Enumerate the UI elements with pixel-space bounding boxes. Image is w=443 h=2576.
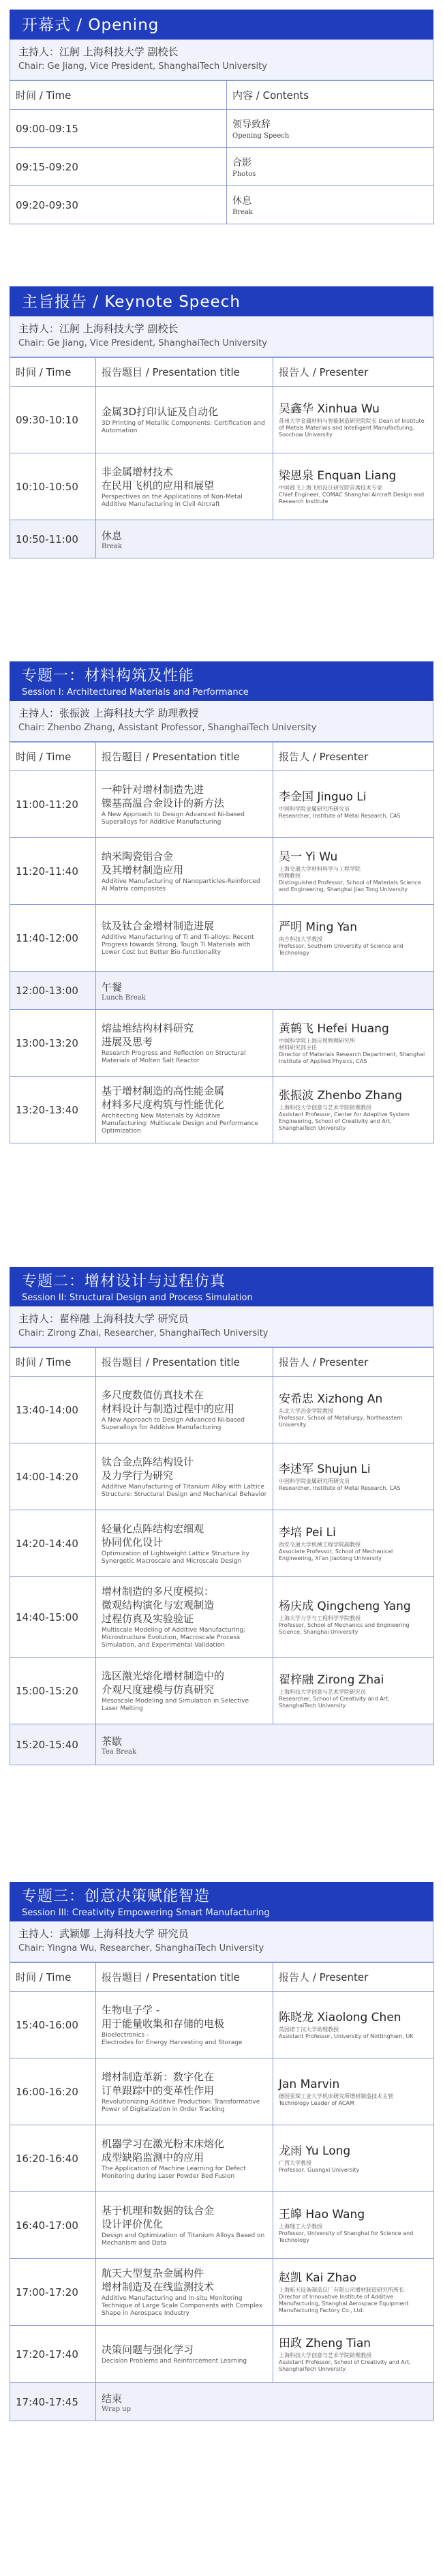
talk-title-zh: 选区激光熔化增材制造中的 介观尺度建模与仿真研究: [102, 1669, 225, 1696]
talk-title-zh: 多尺度数值仿真技术在 材料设计与制造过程中的应用: [102, 1388, 235, 1415]
talk-cell: [96, 1658, 273, 1724]
presenter-cell: [273, 1510, 434, 1577]
talk-title-zh: 非金属增材技术 在民用飞机的应用和展望: [102, 465, 215, 492]
presenter-affiliation: 中国商飞上海飞机设计研究院首席技术专家 Chief Engineer, COMAC Shanghai Aircraft Design and Research Institute: [279, 484, 425, 505]
session2-subtitle: Session II: Structural Design and Process Simulation: [22, 1293, 253, 1303]
talk-title-en: Perspectives on the Applications of Non-Metal Additive Manufacturing in Civil Aircraft: [102, 493, 243, 508]
col-presenter: 报告人 / Presenter: [273, 1348, 434, 1377]
presenter-cell: [273, 2125, 434, 2192]
keynote-chair-zh: 主持人：江舸 上海科技大学 副校长: [18, 323, 179, 335]
presenter-name: 严明 Ming Yan: [279, 920, 357, 934]
table-row: [10, 1077, 434, 1143]
presenter-name: 赵凯 Kai Zhao: [279, 2271, 357, 2285]
item-en: Photos: [232, 170, 256, 178]
table-row: [10, 1992, 434, 2058]
talk-title-zh: 航天大型复杂金属构件 增材制造及在线监测技术: [102, 2267, 215, 2293]
session3-chair-en: Chair: Yingna Wu, Researcher, ShanghaiTech University: [18, 1943, 264, 1953]
talk-title-en: A New Approach to Design Advanced Ni-based Superalloys for Additive Manufacturing: [102, 811, 245, 826]
session2-chair-en: Chair: Zirong Zhai, Researcher, ShanghaiTech University: [18, 1328, 269, 1338]
opening-title: 开幕式 / Opening: [22, 16, 159, 34]
break-row: [10, 520, 434, 558]
talk-title-zh: 基于机理和数据的钛合金 设计评价优化: [102, 2204, 215, 2230]
row-time: 16:00-16:20: [10, 2058, 96, 2125]
opening-table: [10, 80, 434, 224]
row-time: 13:00-13:20: [10, 1010, 96, 1077]
item-zh: 休息: [232, 196, 251, 207]
col-time: 时间 / Time: [10, 1963, 96, 1992]
break-zh: 午餐: [102, 980, 123, 993]
col-title: 报告题目 / Presentation title: [96, 1348, 273, 1377]
presenter-name: 陈晓龙 Xiaolong Chen: [279, 2010, 401, 2024]
presenter-cell: [273, 387, 434, 453]
presenter-name: 杨庆成 Qingcheng Yang: [279, 1599, 411, 1613]
presenter-affiliation: 上海大学力学与工程科学学院教授 Professor, School of Mechanics and Engineering Science, Shanghai University: [279, 1615, 410, 1635]
row-time: 09:30-10:10: [10, 387, 96, 453]
row-content: [227, 110, 434, 148]
talk-cell: [96, 453, 273, 520]
session2-section: [10, 1267, 433, 1765]
talk-cell: [96, 1077, 273, 1143]
col-title: 报告题目 / Presentation title: [96, 743, 273, 771]
presenter-affiliation: 东北大学冶金学院教授 Professor, School of Metallurgy, Northeastern University: [279, 1407, 403, 1428]
talk-cell: [96, 2326, 273, 2383]
col-presenter: 报告人 / Presenter: [273, 1963, 434, 1992]
session1-header-row: [10, 743, 434, 771]
presenter-name: 吴一 Yi Wu: [279, 850, 338, 864]
break-zh: 结束: [102, 2392, 123, 2405]
presenter-name: 梁恩泉 Enquan Liang: [279, 468, 397, 483]
talk-title-zh: 熔盐堆结构材料研究 进展及思考: [102, 1021, 194, 1048]
talk-title-zh: 生物电子学 - 用于能量收集和存储的电极: [102, 2003, 225, 2030]
opening-chair: [10, 40, 433, 80]
session1-title: 专题一：材料构筑及性能: [22, 668, 195, 685]
session1-subtitle: Session I: Architectured Materials and Performance: [22, 687, 249, 698]
presenter-cell: [273, 1992, 434, 2058]
presenter-affiliation: 南方科技大学教授 Professor, Southern University of Science and Technology: [279, 935, 403, 956]
break-zh: 休息: [102, 529, 123, 542]
item-en: Break: [232, 209, 254, 216]
talk-title-en: Revolutionizing Additive Production: Transformative Power of Digitalization in Order Tracking: [102, 2098, 260, 2113]
break-en: Lunch Break: [102, 993, 146, 1002]
opening-header-row: [10, 81, 434, 110]
presenter-name: 吴鑫华 Xinhua Wu: [279, 402, 380, 416]
talk-title-en: Design and Optimization of Titanium Alloys Based on Mechanism and Data: [102, 2232, 265, 2247]
presenter-affiliation: 西安交通大学机械工程学院副教授 Associate Professor, School of Mechanical Engineering, Xi'an Jiaotong University: [279, 1541, 393, 1561]
presenter-cell: [273, 771, 434, 838]
keynote-chair: [10, 316, 433, 357]
presenter-affiliation: 苏州大学金属材料与智能制造研究院院长 Dean of Institute of Metals Materials and Intelligent Manufacturing, Soochow University: [279, 417, 425, 438]
talk-cell: [96, 2058, 273, 2125]
col-time: 时间 / Time: [10, 1348, 96, 1377]
item-zh: 合影: [232, 158, 251, 168]
session3-table: [10, 1962, 434, 2421]
talk-title-zh: 基于增材制造的高性能金属 材料多尺度构筑与性能优化: [102, 1085, 225, 1111]
presenter-affiliation: 中国科学院金属研究所研究员 Researcher, Institute of Metal Research, CAS: [279, 805, 401, 819]
session1-header: [10, 661, 433, 701]
session1-chair-en: Chair: Zhenbo Zhang, Assistant Professor, ShanghaiTech University: [18, 723, 317, 733]
talk-title-zh: 纳米陶瓷铝合金 及其增材制造应用: [102, 850, 184, 876]
talk-title-en: Bioelectronics - Electrodes for Energy Harvesting and Storage: [102, 2031, 243, 2046]
presenter-name: 安希忠 Xizhong An: [279, 1392, 383, 1406]
talk-title-en: Additive Manufacturing of Nanoparticles-Reinforced Al Matrix composites: [102, 878, 260, 893]
talk-title-zh: 钛及钛合金增材制造进展: [102, 920, 215, 932]
row-time: 17:20-17:40: [10, 2326, 96, 2383]
talk-title-en: Multiscale Modeling of Additive Manufacturing: Microstructure Evolution, Macroscale Process Simulation, and Experimental Validation: [102, 1627, 246, 1649]
opening-header: [10, 10, 433, 40]
table-row: [10, 110, 434, 148]
item-en: Opening Speech: [232, 132, 290, 140]
row-time: 09:00-09:15: [10, 110, 227, 148]
table-row: [10, 186, 434, 224]
presenter-affiliation: 中国科学院金属研究所研究员 Researcher, Institute of Metal Research, CAS: [279, 1478, 401, 1491]
talk-title-en: A New Approach to Design Advanced Ni-based Superalloys for Additive Manufacturing: [102, 1416, 245, 1431]
col-time: 时间 / Time: [10, 743, 96, 771]
presenter-affiliation: 英国诺丁汉大学助理教授 Assistant Professor, University of Nottingham, UK: [279, 2026, 414, 2039]
col-title: 报告题目 / Presentation title: [96, 358, 273, 387]
talk-cell: [96, 1577, 273, 1658]
presenter-name: 翟梓融 Zirong Zhai: [279, 1673, 384, 1687]
row-time: 14:00-14:20: [10, 1443, 96, 1510]
table-row: [10, 2259, 434, 2326]
row-time: 09:15-09:20: [10, 148, 227, 186]
table-row: [10, 148, 434, 186]
item-zh: 领导致辞: [232, 119, 271, 130]
talk-title-en: Research Progress and Reflection on Structural Materials of Molten Salt Reactor: [102, 1049, 246, 1064]
session1-table: [10, 742, 434, 1143]
presenter-affiliation: 上海科技大学创意与艺术学院研究员 Researcher, School of Creativity and Art, ShanghaiTech University: [279, 1688, 390, 1709]
session1-chair: [10, 701, 433, 742]
presenter-affiliation: 上海科技大学创意与艺术学院助理教授 Assistant Professor, Center for Adaptive System Engineering, School of Creativity and Art, ShanghaiTech University: [279, 1104, 410, 1131]
session3-subtitle: Session III: Creativity Empowering Smart Manufacturing: [22, 1908, 270, 1918]
presenter-cell: [273, 1010, 434, 1077]
keynote-section: [10, 286, 433, 558]
talk-title-zh: 金属3D打印认证及自动化: [102, 405, 219, 418]
table-row: [10, 905, 434, 972]
row-time: 10:10-10:50: [10, 453, 96, 520]
presenter-cell: [273, 2192, 434, 2259]
presenter-cell: [273, 1443, 434, 1510]
session3-section: [10, 1882, 433, 2421]
presenter-affiliation: 上海理工大学教授 Professor, University of Shanghai for Science and Technology: [279, 2223, 414, 2243]
presenter-name: 李金国 Jinguo Li: [279, 790, 367, 804]
row-time: 09:20-09:30: [10, 186, 227, 224]
row-time: 12:00-13:00: [10, 972, 96, 1010]
presenter-name: 张振波 Zhenbo Zhang: [279, 1088, 403, 1103]
opening-section: [10, 10, 433, 224]
talk-cell: [96, 2192, 273, 2259]
break-row: [10, 2383, 434, 2421]
break-cell: [96, 1724, 434, 1765]
table-row: [10, 2125, 434, 2192]
session2-table: [10, 1347, 434, 1765]
talk-cell: [96, 1010, 273, 1077]
keynote-header: [10, 286, 433, 316]
col-title: 报告题目 / Presentation title: [96, 1963, 273, 1992]
talk-cell: [96, 2125, 273, 2192]
presenter-name: 龙雨 Yu Long: [279, 2144, 351, 2158]
talk-title-en: Mesoscale Modeling and Simulation in Selective Laser Melting: [102, 1697, 249, 1712]
session2-header: [10, 1267, 433, 1306]
session3-chair: [10, 1921, 433, 1962]
table-row: [10, 1010, 434, 1077]
keynote-table: [10, 357, 434, 558]
talk-cell: [96, 1377, 273, 1443]
talk-cell: [96, 1992, 273, 2058]
talk-title-en: 3D Printing of Metallic Components: Certification and Automation: [102, 419, 265, 434]
keynote-title: 主旨报告 / Keynote Speech: [22, 293, 241, 311]
session1-section: [10, 661, 433, 1143]
presenter-affiliation: 中国科学院上海应用物理研究所 材料研究部主任 Director of Materials Research Department, Shanghai Institute of Applied Physics, CAS: [279, 1037, 425, 1064]
col-presenter: 报告人 / Presenter: [273, 743, 434, 771]
session1-chair-zh: 主持人：张振波 上海科技大学 助理教授: [18, 707, 199, 719]
row-time: 16:20-16:40: [10, 2125, 96, 2192]
table-row: [10, 771, 434, 838]
presenter-cell: [273, 905, 434, 972]
talk-title-zh: 决策问题与强化学习: [102, 2343, 194, 2356]
row-time: 11:00-11:20: [10, 771, 96, 838]
col-presenter: 报告人 / Presenter: [273, 358, 434, 387]
session3-header: [10, 1882, 433, 1921]
talk-cell: [96, 838, 273, 905]
keynote-chair-en: Chair: Ge Jiang, Vice President, ShanghaiTech University: [18, 338, 267, 348]
talk-cell: [96, 1443, 273, 1510]
row-time: 15:20-15:40: [10, 1724, 96, 1765]
talk-title-en: Decision Problems and Reinforcement Learning: [102, 2358, 247, 2365]
session3-chair-zh: 主持人：武颖娜 上海科技大学 研究员: [18, 1928, 189, 1940]
break-cell: [96, 2383, 434, 2421]
table-row: [10, 1658, 434, 1724]
talk-title-en: Architecting New Materials by Additive Manufacturing: Multiscale Design and Performance Optimization: [102, 1113, 258, 1135]
break-row: [10, 1724, 434, 1765]
session2-chair: [10, 1306, 433, 1347]
presenter-cell: [273, 2259, 434, 2326]
row-time: 16:40-17:00: [10, 2192, 96, 2259]
col-time: 时间 / Time: [10, 358, 96, 387]
session3-title: 专题三：创意决策赋能智造: [22, 1888, 211, 1905]
table-row: [10, 1577, 434, 1658]
break-en: Wrap up: [102, 2405, 131, 2413]
presenter-name: 李述军 Shujun Li: [279, 1462, 371, 1476]
talk-title-zh: 增材制造的多尺度模拟： 微观结构演化与宏观制造 过程仿真及实验验证: [102, 1585, 215, 1625]
talk-cell: [96, 2259, 273, 2326]
talk-cell: [96, 771, 273, 838]
talk-cell: [96, 387, 273, 453]
session2-title: 专题二：增材设计与过程仿真: [22, 1273, 226, 1290]
table-row: [10, 453, 434, 520]
presenter-name: 王皞 Hao Wang: [279, 2207, 365, 2221]
session3-header-row: [10, 1963, 434, 1992]
table-row: [10, 838, 434, 905]
talk-title-en: Additive Manufacturing and In-situ Monitoring Technique of Large Scale Components with Complex Shape in Aerospace Industry: [102, 2295, 263, 2317]
presenter-cell: [273, 1077, 434, 1143]
table-row: [10, 387, 434, 453]
presenter-cell: [273, 1577, 434, 1658]
col-time: 时间 / Time: [10, 81, 227, 110]
row-time: 15:00-15:20: [10, 1658, 96, 1724]
presenter-name: 田政 Zheng Tian: [279, 2336, 371, 2350]
break-row: [10, 972, 434, 1010]
presenter-affiliation: 上海交通大学材料科学与工程学院 特聘教授 Distinguished Professor, School of Materials Science and Engineering, Shanghai Jiao Tong University: [279, 865, 421, 893]
presenter-affiliation: 上海科技大学创意与艺术学院助理教授 Assistant Professor, School of Creativity and Art, ShanghaiTech University: [279, 2352, 411, 2372]
session2-chair-zh: 主持人：翟梓融 上海科技大学 研究员: [18, 1313, 189, 1325]
col-content: 内容 / Contents: [227, 81, 434, 110]
talk-title-zh: 机器学习在激光粉末床熔化 成型缺陷监测中的应用: [102, 2137, 225, 2163]
presenter-name: 黄鹤飞 Hefei Huang: [279, 1021, 389, 1036]
presenter-cell: [273, 838, 434, 905]
opening-chair-zh: 主持人：江舸 上海科技大学 副校长: [18, 46, 179, 58]
row-time: 14:40-15:00: [10, 1577, 96, 1658]
row-time: 17:00-17:20: [10, 2259, 96, 2326]
opening-chair-en: Chair: Ge Jiang, Vice President, ShanghaiTech University: [18, 61, 267, 72]
presenter-cell: [273, 2058, 434, 2125]
presenter-cell: [273, 1658, 434, 1724]
talk-title-en: Additive Manufacturing of Titanium Alloy with Lattice Structure: Structural Design and Mechanical Behavior: [102, 1483, 267, 1498]
table-row: [10, 2326, 434, 2383]
talk-title-zh: 钛合金点阵结构设计 及力学行为研究: [102, 1455, 194, 1482]
talk-title-en: Additive Manufacturing of Ti and Ti-alloys: Recent Progress towards Strong, Tough Ti Materials with Lower Cost but Better Bio-functionality: [102, 934, 254, 956]
row-time: 13:20-13:40: [10, 1077, 96, 1143]
row-time: 10:50-11:00: [10, 520, 96, 558]
row-time: 17:40-17:45: [10, 2383, 96, 2421]
presenter-name: Jan Marvin: [279, 2077, 340, 2091]
break-en: Break: [102, 542, 123, 550]
talk-cell: [96, 1510, 273, 1577]
session2-header-row: [10, 1348, 434, 1377]
table-row: [10, 2192, 434, 2259]
break-cell: [96, 520, 434, 558]
talk-title-zh: 一种针对增材制造先进 镍基高温合金设计的新方法: [102, 783, 225, 809]
talk-cell: [96, 905, 273, 972]
table-row: [10, 2058, 434, 2125]
talk-title-en: The Application of Machine Learning for Defect Monitoring during Laser Powder Bed Fusion: [102, 2165, 246, 2180]
presenter-name: 李培 Pei Li: [279, 1525, 336, 1540]
talk-title-zh: 增材制造革新：数字化在 订单跟踪中的变革性作用: [102, 2070, 215, 2097]
table-row: [10, 1510, 434, 1577]
presenter-cell: [273, 1377, 434, 1443]
break-en: Tea Break: [102, 1748, 137, 1756]
talk-title-zh: 轻量化点阵结构宏细观 协同优化设计: [102, 1522, 204, 1548]
presenter-cell: [273, 2326, 434, 2383]
row-time: 13:40-14:00: [10, 1377, 96, 1443]
row-time: 11:40-12:00: [10, 905, 96, 972]
presenter-affiliation: 广西大学教授 Professor, Guangxi University: [279, 2159, 360, 2173]
break-cell: [96, 972, 434, 1010]
talk-title-en: Optimization of Lightweight Lattice Structure by Synergetic Macroscale and Microscale Design: [102, 1550, 249, 1565]
presenter-cell: [273, 453, 434, 520]
presenter-affiliation: 德国亚琛工业大学机床研究所增材制造技术主管 Technology Leader of ACAM: [279, 2093, 393, 2106]
keynote-header-row: [10, 358, 434, 387]
row-content: [227, 186, 434, 224]
break-zh: 茶歇: [102, 1735, 123, 1748]
presenter-affiliation: 上海航天设备制造总厂有限公司增材制造研究所所长 Director of Innovative Institute of Additive Manufacturing, Shanghai Aerospace Equipment Manufacturing Factory Co., Ltd.: [279, 2286, 409, 2313]
row-time: 15:40-16:00: [10, 1992, 96, 2058]
row-content: [227, 148, 434, 186]
table-row: [10, 1377, 434, 1443]
row-time: 14:20-14:40: [10, 1510, 96, 1577]
row-time: 11:20-11:40: [10, 838, 96, 905]
table-row: [10, 1443, 434, 1510]
